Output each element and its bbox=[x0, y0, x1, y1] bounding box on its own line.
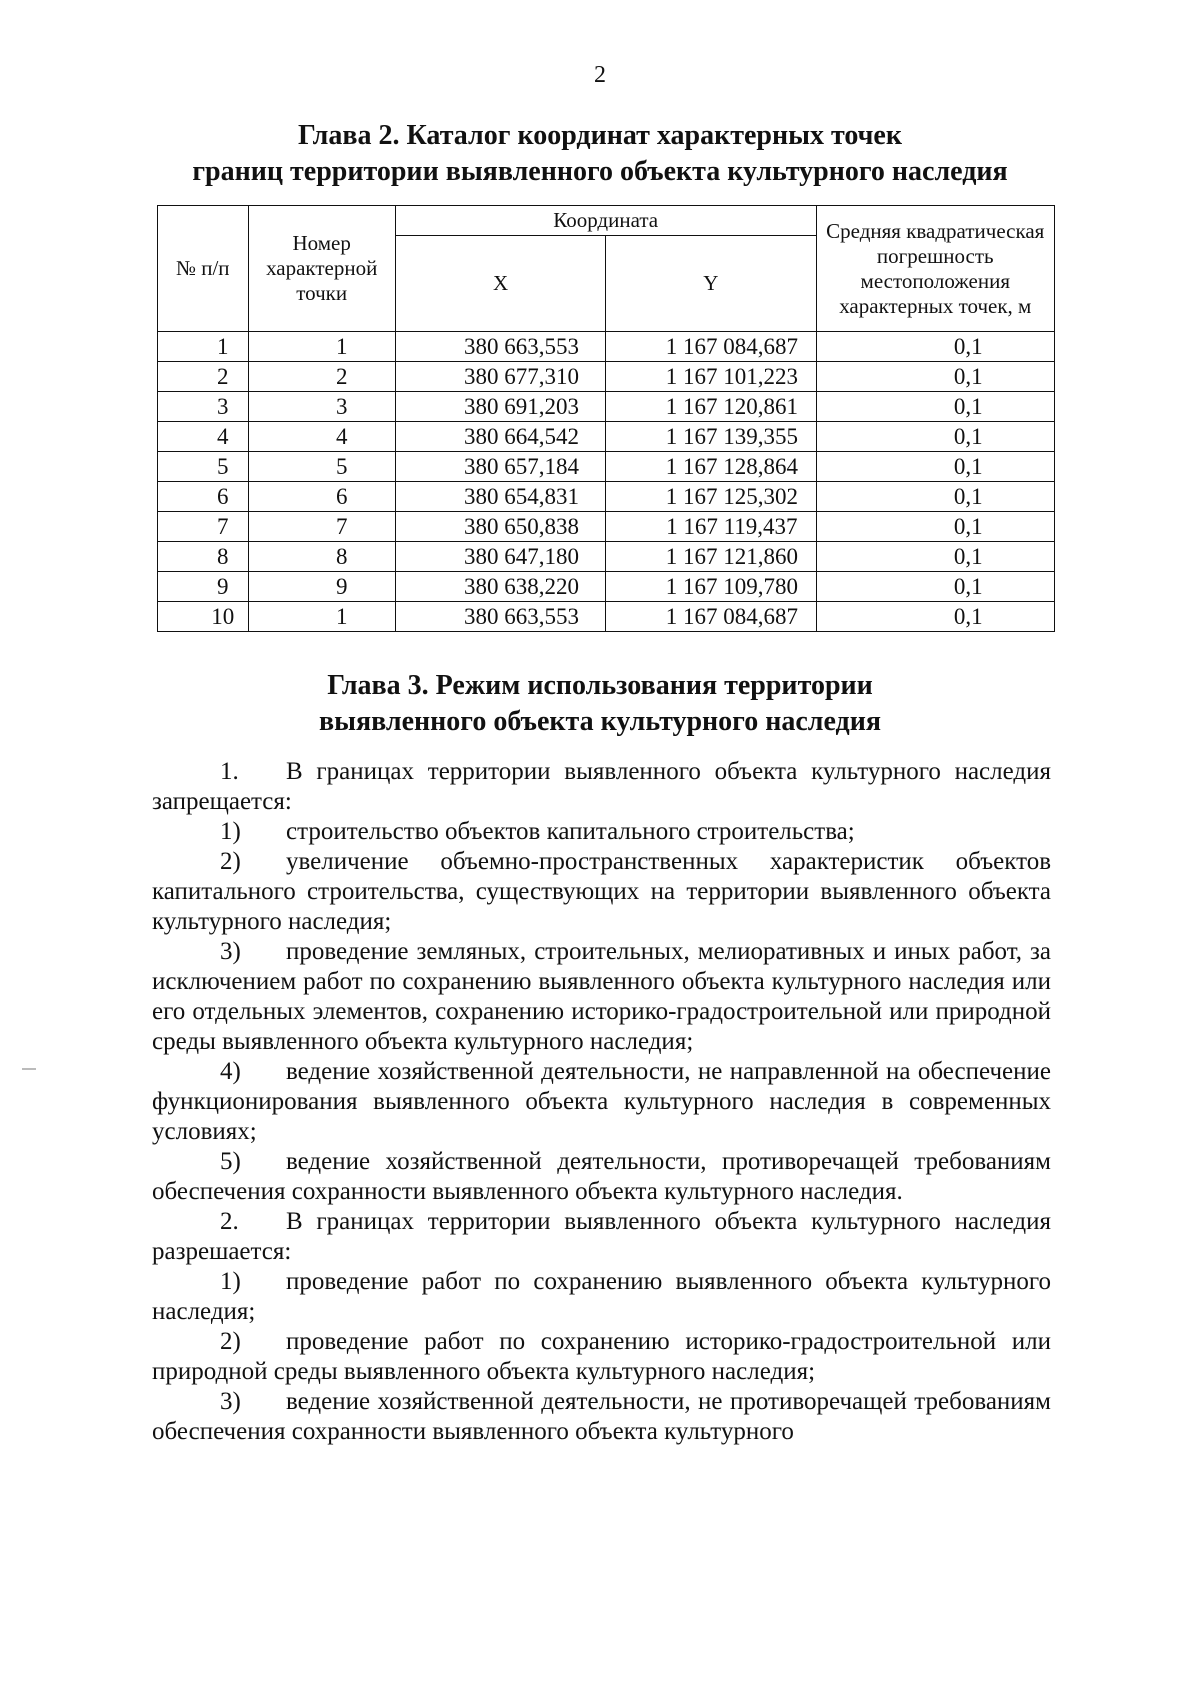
paragraph bbox=[152, 937, 1051, 1057]
paragraph-label: 1) bbox=[220, 818, 241, 845]
table-row bbox=[158, 392, 1055, 422]
cell-index: 7 bbox=[158, 512, 249, 542]
paragraph-label: 2. bbox=[220, 1208, 239, 1235]
chapter-3-title-line-1: Глава 3. Режим использования территории bbox=[327, 670, 873, 701]
table-row bbox=[158, 422, 1055, 452]
table-row bbox=[158, 542, 1055, 572]
cell-error: 0,1 bbox=[816, 362, 1054, 392]
cell-error: 0,1 bbox=[816, 332, 1054, 362]
table-row bbox=[158, 482, 1055, 512]
cell-x: 380 691,203 bbox=[395, 392, 605, 422]
paragraph-text: ведение хозяйственной деятельности, не противоречащей требованиям обеспечения сохранности выявленного объекта культурного bbox=[152, 1388, 1051, 1445]
chapter-2-title bbox=[0, 118, 1200, 190]
chapter-3-title bbox=[0, 668, 1200, 740]
cell-y: 1 167 101,223 bbox=[606, 362, 816, 392]
cell-point: 1 bbox=[248, 602, 395, 632]
paragraph-text: увеличение объемно-пространственных характеристик объектов капитального строительства, существующих на территории выявленного объекта культурного наследия; bbox=[152, 848, 1051, 935]
paragraph-text: ведение хозяйственной деятельности, противоречащей требованиям обеспечения сохранности выявленного объекта культурного наследия. bbox=[152, 1148, 1051, 1205]
paragraph bbox=[152, 1147, 1051, 1207]
paragraph-text: проведение работ по сохранению историко-градостроительной или природной среды выявленного объекта культурного наследия; bbox=[152, 1328, 1051, 1385]
cell-y: 1 167 119,437 bbox=[606, 512, 816, 542]
cell-index: 9 bbox=[158, 572, 249, 602]
paragraph-text: В границах территории выявленного объекта культурного наследия запрещается: bbox=[152, 758, 1051, 815]
cell-point: 9 bbox=[248, 572, 395, 602]
cell-point: 6 bbox=[248, 482, 395, 512]
paragraph-label: 3) bbox=[220, 1388, 241, 1415]
cell-y: 1 167 084,687 bbox=[606, 602, 816, 632]
cell-error: 0,1 bbox=[816, 392, 1054, 422]
paragraph-text: строительство объектов капитального строительства; bbox=[286, 818, 855, 845]
cell-point: 1 bbox=[248, 332, 395, 362]
cell-error: 0,1 bbox=[816, 452, 1054, 482]
cell-x: 380 647,180 bbox=[395, 542, 605, 572]
chapter-2-title-line-2: границ территории выявленного объекта культурного наследия bbox=[192, 156, 1008, 187]
cell-point: 3 bbox=[248, 392, 395, 422]
header-point: Номер характерной точки bbox=[248, 206, 395, 332]
paragraph-text: проведение работ по сохранению выявленного объекта культурного наследия; bbox=[152, 1268, 1051, 1325]
cell-index: 4 bbox=[158, 422, 249, 452]
cell-index: 6 bbox=[158, 482, 249, 512]
cell-point: 5 bbox=[248, 452, 395, 482]
cell-x: 380 650,838 bbox=[395, 512, 605, 542]
paragraph-label: 4) bbox=[220, 1058, 241, 1085]
cell-index: 5 bbox=[158, 452, 249, 482]
scan-artifact bbox=[22, 1068, 36, 1070]
page-number: 2 bbox=[594, 62, 606, 88]
cell-y: 1 167 084,687 bbox=[606, 332, 816, 362]
cell-error: 0,1 bbox=[816, 572, 1054, 602]
paragraph bbox=[152, 1057, 1051, 1147]
chapter-3-title-line-2: выявленного объекта культурного наследия bbox=[319, 706, 881, 737]
cell-x: 380 657,184 bbox=[395, 452, 605, 482]
cell-point: 8 bbox=[248, 542, 395, 572]
paragraph-label: 5) bbox=[220, 1148, 241, 1175]
header-index: № п/п bbox=[158, 206, 249, 332]
paragraph-label: 2) bbox=[220, 1328, 241, 1355]
coordinates-table bbox=[157, 205, 1055, 632]
paragraph bbox=[152, 1387, 1051, 1447]
cell-point: 2 bbox=[248, 362, 395, 392]
cell-point: 4 bbox=[248, 422, 395, 452]
header-coordinate: Координата bbox=[395, 206, 816, 236]
table-row bbox=[158, 572, 1055, 602]
cell-index: 10 bbox=[158, 602, 249, 632]
cell-y: 1 167 139,355 bbox=[606, 422, 816, 452]
header-y: Y bbox=[606, 236, 816, 332]
paragraph bbox=[152, 1267, 1051, 1327]
paragraph bbox=[152, 1207, 1051, 1267]
paragraph-label: 3) bbox=[220, 938, 241, 965]
paragraph bbox=[152, 757, 1051, 817]
table-row bbox=[158, 602, 1055, 632]
table-row bbox=[158, 332, 1055, 362]
paragraph-text: ведение хозяйственной деятельности, не направленной на обеспечение функционирования выявленного объекта культурного наследия в современных условиях; bbox=[152, 1058, 1051, 1145]
cell-x: 380 654,831 bbox=[395, 482, 605, 512]
cell-x: 380 663,553 bbox=[395, 332, 605, 362]
cell-index: 2 bbox=[158, 362, 249, 392]
paragraph-label: 1) bbox=[220, 1268, 241, 1295]
cell-error: 0,1 bbox=[816, 602, 1054, 632]
cell-x: 380 677,310 bbox=[395, 362, 605, 392]
cell-y: 1 167 121,860 bbox=[606, 542, 816, 572]
cell-x: 380 663,553 bbox=[395, 602, 605, 632]
cell-index: 1 bbox=[158, 332, 249, 362]
chapter-2-title-line-1: Глава 2. Каталог координат характерных точек bbox=[298, 120, 902, 151]
cell-error: 0,1 bbox=[816, 482, 1054, 512]
cell-point: 7 bbox=[248, 512, 395, 542]
paragraph bbox=[152, 817, 1051, 847]
paragraph-text: В границах территории выявленного объекта культурного наследия разрешается: bbox=[152, 1208, 1051, 1265]
paragraph-label: 1. bbox=[220, 758, 239, 785]
table-row bbox=[158, 512, 1055, 542]
cell-y: 1 167 120,861 bbox=[606, 392, 816, 422]
cell-index: 3 bbox=[158, 392, 249, 422]
header-error: Средняя квадратическая погрешность местоположения характерных точек, м bbox=[816, 206, 1054, 332]
cell-x: 380 638,220 bbox=[395, 572, 605, 602]
cell-y: 1 167 109,780 bbox=[606, 572, 816, 602]
header-x: X bbox=[395, 236, 605, 332]
table-row bbox=[158, 362, 1055, 392]
cell-error: 0,1 bbox=[816, 422, 1054, 452]
cell-x: 380 664,542 bbox=[395, 422, 605, 452]
cell-y: 1 167 128,864 bbox=[606, 452, 816, 482]
cell-error: 0,1 bbox=[816, 542, 1054, 572]
paragraph bbox=[152, 847, 1051, 937]
cell-index: 8 bbox=[158, 542, 249, 572]
regulations-text bbox=[152, 757, 1051, 1447]
cell-error: 0,1 bbox=[816, 512, 1054, 542]
paragraph-label: 2) bbox=[220, 848, 241, 875]
cell-y: 1 167 125,302 bbox=[606, 482, 816, 512]
table-row bbox=[158, 452, 1055, 482]
paragraph bbox=[152, 1327, 1051, 1387]
paragraph-text: проведение земляных, строительных, мелиоративных и иных работ, за исключением работ по сохранению выявленного объекта культурного наследия или его отдельных элементов, сохранению историко-градостроительной или природной среды выявленного объекта культурного наследия; bbox=[152, 938, 1051, 1055]
